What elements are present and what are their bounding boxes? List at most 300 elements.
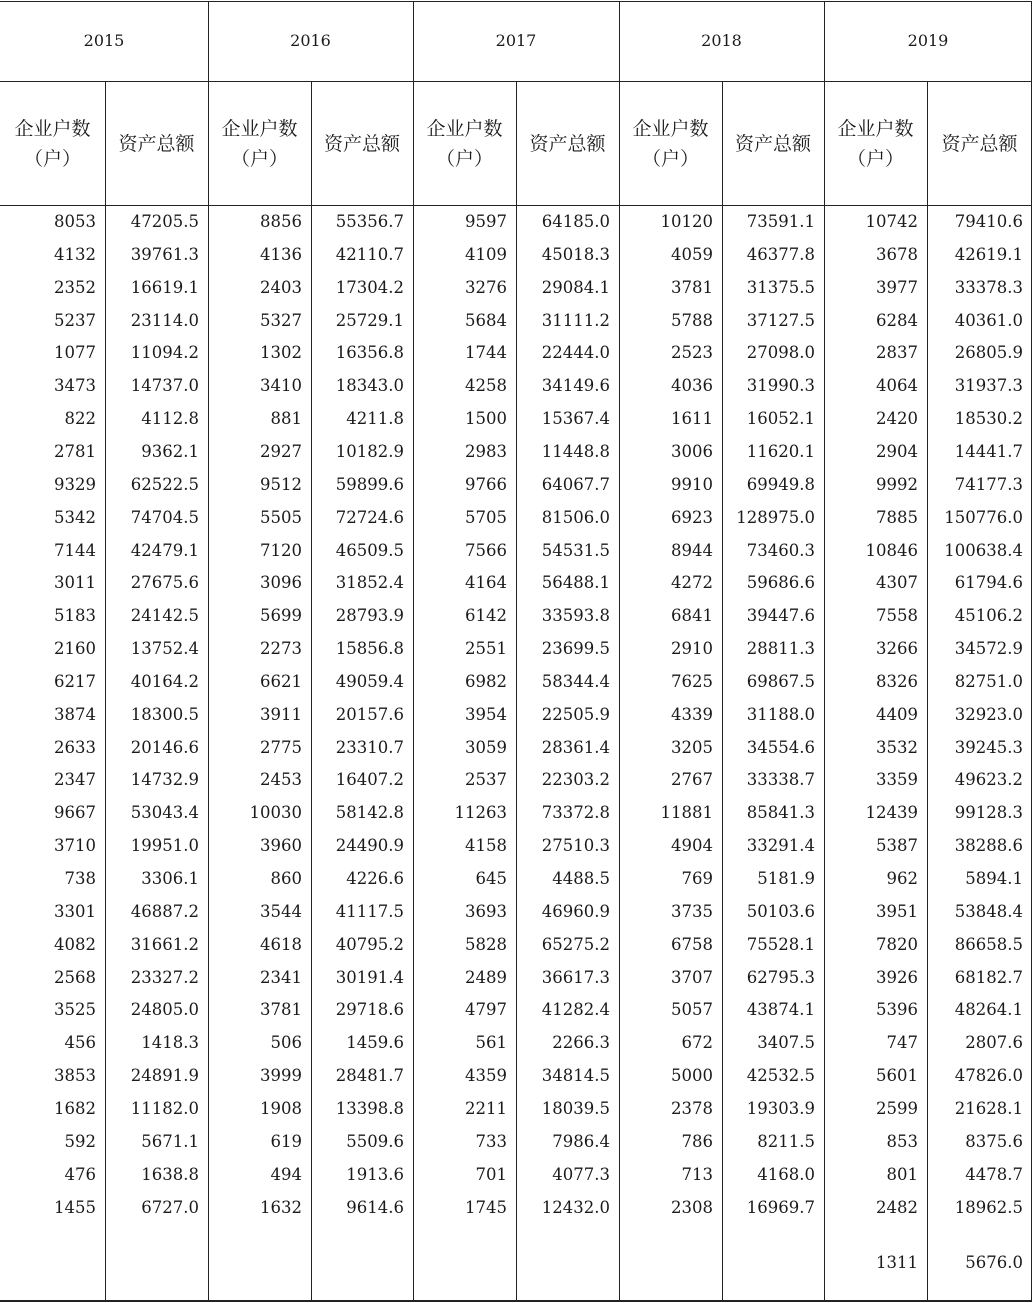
total-assets-cell: 1638.8 — [141, 1164, 199, 1184]
enterprise-count-cell: 9329 — [54, 474, 96, 494]
total-assets-cell: 62795.3 — [746, 967, 815, 987]
header-label — [221, 114, 297, 174]
enterprise-count-cell: 561 — [475, 1033, 507, 1053]
total-assets-cell: 62522.5 — [130, 474, 199, 494]
enterprise-count-cell: 3096 — [260, 573, 302, 593]
total-assets-cell: 39245.3 — [954, 737, 1023, 757]
enterprise-count-cell: 5788 — [671, 310, 713, 330]
enterprise-count-cell: 881 — [270, 409, 302, 429]
enterprise-count-cell: 4359 — [465, 1066, 507, 1086]
total-assets-cell: 74704.5 — [130, 507, 199, 527]
enterprise-count-cell: 1908 — [260, 1098, 302, 1118]
enterprise-count-cell: 9992 — [876, 474, 918, 494]
total-assets-cell: 5894.1 — [965, 869, 1023, 888]
enterprise-count-cell: 6284 — [876, 310, 918, 330]
total-assets-cell: 46960.9 — [541, 901, 610, 921]
header-label — [941, 129, 1017, 159]
count-label-line1: 企业户数 — [221, 118, 298, 140]
enterprise-count-cell: 9597 — [465, 212, 507, 231]
enterprise-count-cell: 701 — [475, 1164, 507, 1184]
enterprise-count-cell: 3781 — [260, 1000, 302, 1020]
total-assets-cell: 26805.9 — [954, 343, 1023, 363]
enterprise-count-cell: 3693 — [465, 901, 507, 921]
enterprise-count-cell: 1311 — [876, 1253, 918, 1272]
enterprise-count-cell: 2347 — [54, 770, 96, 790]
enterprise-count-cell: 5684 — [465, 310, 507, 330]
enterprise-count-cell: 5828 — [465, 934, 507, 954]
total-assets-cell: 59899.6 — [335, 474, 404, 494]
enterprise-count-cell: 4132 — [54, 244, 96, 264]
enterprise-count-cell: 5237 — [54, 310, 96, 330]
enterprise-count-cell: 4082 — [54, 934, 96, 954]
total-assets-cell: 55356.7 — [335, 212, 404, 231]
enterprise-count-cell: 506 — [270, 1033, 302, 1053]
enterprise-count-cell: 6217 — [54, 671, 96, 691]
total-assets-cell: 82751.0 — [954, 671, 1023, 691]
enterprise-count-cell: 5387 — [876, 836, 918, 856]
sub-column-separator — [516, 81, 517, 1300]
total-assets-cell: 49623.2 — [954, 770, 1023, 790]
enterprise-count-cell: 3301 — [54, 901, 96, 921]
enterprise-count-cell: 4904 — [671, 836, 713, 856]
enterprise-count-cell: 2273 — [260, 639, 302, 659]
enterprise-count-cell: 5327 — [260, 310, 302, 330]
enterprise-count-cell: 672 — [681, 1033, 713, 1053]
enterprise-count-cell: 4272 — [671, 573, 713, 593]
total-assets-cell: 42110.7 — [335, 244, 404, 264]
total-assets-cell: 73460.3 — [746, 540, 815, 560]
total-assets-cell: 5676.0 — [965, 1253, 1023, 1272]
enterprise-count-cell: 645 — [475, 869, 507, 888]
enterprise-count-cell: 5601 — [876, 1066, 918, 1086]
total-assets-cell: 4478.7 — [965, 1164, 1023, 1184]
enterprise-count-cell: 1455 — [54, 1197, 96, 1217]
total-assets-cell: 18962.5 — [954, 1197, 1023, 1217]
enterprise-count-cell: 3781 — [671, 277, 713, 297]
total-assets-cell: 20157.6 — [335, 704, 404, 724]
header-label — [632, 114, 708, 174]
total-assets-cell: 17304.2 — [335, 277, 404, 297]
total-assets-cell: 22303.2 — [541, 770, 610, 790]
enterprise-count-cell: 10742 — [865, 212, 918, 231]
enterprise-count-cell: 2568 — [54, 967, 96, 987]
assets-label: 资产总额 — [323, 133, 400, 155]
enterprise-count-cell: 3359 — [876, 770, 918, 790]
total-assets-header — [927, 82, 1032, 206]
total-assets-cell: 33378.3 — [954, 277, 1023, 297]
assets-label: 资产总额 — [941, 133, 1018, 155]
total-assets-cell: 34149.6 — [541, 376, 610, 396]
sub-column-separator — [927, 81, 928, 1300]
total-assets-cell: 68182.7 — [954, 967, 1023, 987]
total-assets-cell: 16619.1 — [130, 277, 199, 297]
total-assets-cell: 4168.0 — [757, 1164, 815, 1184]
total-assets-header — [516, 82, 619, 206]
enterprise-count-cell: 4339 — [671, 704, 713, 724]
enterprise-count-cell: 5183 — [54, 606, 96, 626]
enterprise-count-cell: 10030 — [249, 803, 302, 823]
enterprise-count-cell: 2910 — [671, 639, 713, 659]
enterprise-count-cell: 8053 — [54, 212, 96, 231]
total-assets-cell: 59686.6 — [746, 573, 815, 593]
total-assets-cell: 19303.9 — [746, 1098, 815, 1118]
total-assets-cell: 43874.1 — [746, 1000, 815, 1020]
enterprise-count-cell: 769 — [681, 869, 713, 888]
total-assets-cell: 100638.4 — [944, 540, 1023, 560]
enterprise-count-cell: 2378 — [671, 1098, 713, 1118]
header-label — [14, 114, 90, 174]
enterprise-count-cell: 3532 — [876, 737, 918, 757]
count-label-line1: 企业户数 — [632, 118, 709, 140]
enterprise-count-cell: 3707 — [671, 967, 713, 987]
total-assets-cell: 11620.1 — [746, 441, 815, 461]
enterprise-count-cell: 2837 — [876, 343, 918, 363]
total-assets-cell: 21628.1 — [954, 1098, 1023, 1118]
total-assets-cell: 16969.7 — [746, 1197, 815, 1217]
total-assets-cell: 72724.6 — [335, 507, 404, 527]
total-assets-cell: 39447.6 — [746, 606, 815, 626]
total-assets-header — [105, 82, 208, 206]
enterprise-count-header — [824, 82, 927, 206]
enterprise-count-header — [0, 82, 105, 206]
enterprise-count-cell: 2160 — [54, 639, 96, 659]
enterprise-count-cell: 2352 — [54, 277, 96, 297]
enterprise-count-cell: 2781 — [54, 441, 96, 461]
total-assets-cell: 73372.8 — [541, 803, 610, 823]
total-assets-cell: 42479.1 — [130, 540, 199, 560]
enterprise-count-cell: 1682 — [54, 1098, 96, 1118]
enterprise-count-cell: 2489 — [465, 967, 507, 987]
total-assets-cell: 13752.4 — [130, 639, 199, 659]
total-assets-cell: 50103.6 — [746, 901, 815, 921]
total-assets-cell: 61794.6 — [954, 573, 1023, 593]
total-assets-cell: 11448.8 — [541, 441, 610, 461]
total-assets-cell: 11094.2 — [130, 343, 199, 363]
enterprise-count-cell: 11263 — [454, 803, 507, 823]
total-assets-cell: 5671.1 — [141, 1131, 199, 1151]
enterprise-count-cell: 3710 — [54, 836, 96, 856]
header-label — [837, 114, 913, 174]
header-label — [529, 129, 605, 159]
enterprise-count-cell: 3926 — [876, 967, 918, 987]
enterprise-count-cell: 5000 — [671, 1066, 713, 1086]
enterprise-count-cell: 4109 — [465, 244, 507, 264]
enterprise-count-cell: 4064 — [876, 376, 918, 396]
total-assets-cell: 23327.2 — [130, 967, 199, 987]
total-assets-cell: 58344.4 — [541, 671, 610, 691]
enterprise-count-cell: 8856 — [260, 212, 302, 231]
total-assets-cell: 20146.6 — [130, 737, 199, 757]
enterprise-count-cell: 9766 — [465, 474, 507, 494]
enterprise-count-cell: 3011 — [54, 573, 96, 593]
year-header-2019: 2019 — [907, 31, 949, 50]
total-assets-cell: 75528.1 — [746, 934, 815, 954]
count-label-line1: 企业户数 — [14, 118, 91, 140]
enterprise-count-cell: 853 — [886, 1131, 918, 1151]
total-assets-cell: 45106.2 — [954, 606, 1023, 626]
header-label — [118, 129, 194, 159]
enterprise-count-cell: 822 — [64, 409, 96, 429]
total-assets-cell: 25729.1 — [335, 310, 404, 330]
total-assets-cell: 99128.3 — [954, 803, 1023, 823]
total-assets-cell: 7986.4 — [552, 1131, 610, 1151]
enterprise-count-cell: 3525 — [54, 1000, 96, 1020]
enterprise-count-header — [413, 82, 516, 206]
total-assets-cell: 54531.5 — [541, 540, 610, 560]
enterprise-count-cell: 9910 — [671, 474, 713, 494]
header-label — [426, 114, 502, 174]
year-header-2015: 2015 — [83, 31, 125, 50]
enterprise-count-cell: 8944 — [671, 540, 713, 560]
total-assets-cell: 42619.1 — [954, 244, 1023, 264]
enterprise-count-cell: 2775 — [260, 737, 302, 757]
enterprise-count-cell: 3853 — [54, 1066, 96, 1086]
enterprise-count-cell: 7558 — [876, 606, 918, 626]
enterprise-count-cell: 786 — [681, 1131, 713, 1151]
total-assets-cell: 18530.2 — [954, 409, 1023, 429]
total-assets-cell: 27675.6 — [130, 573, 199, 593]
enterprise-count-cell: 494 — [270, 1164, 302, 1184]
enterprise-count-cell: 2633 — [54, 737, 96, 757]
total-assets-cell: 29084.1 — [541, 277, 610, 297]
total-assets-cell: 19951.0 — [130, 836, 199, 856]
total-assets-cell: 23310.7 — [335, 737, 404, 757]
total-assets-cell: 36617.3 — [541, 967, 610, 987]
header-label — [735, 129, 811, 159]
total-assets-cell: 53043.4 — [130, 803, 199, 823]
enterprise-count-cell: 738 — [64, 869, 96, 888]
total-assets-cell: 2807.6 — [965, 1033, 1023, 1053]
enterprise-count-cell: 456 — [64, 1033, 96, 1053]
enterprise-count-header — [619, 82, 722, 206]
count-label-unit: （户） — [641, 148, 699, 170]
enterprise-count-cell: 3276 — [465, 277, 507, 297]
total-assets-header — [722, 82, 824, 206]
total-assets-cell: 4211.8 — [346, 409, 404, 429]
enterprise-count-cell: 713 — [681, 1164, 713, 1184]
total-assets-cell: 31375.5 — [746, 277, 815, 297]
total-assets-cell: 49059.4 — [335, 671, 404, 691]
total-assets-cell: 58142.8 — [335, 803, 404, 823]
total-assets-cell: 46887.2 — [130, 901, 199, 921]
total-assets-cell: 34554.6 — [746, 737, 815, 757]
total-assets-cell: 8211.5 — [757, 1131, 815, 1151]
enterprise-count-cell: 3410 — [260, 376, 302, 396]
enterprise-count-cell: 7820 — [876, 934, 918, 954]
enterprise-count-cell: 3205 — [671, 737, 713, 757]
total-assets-cell: 30191.4 — [335, 967, 404, 987]
total-assets-cell: 81506.0 — [541, 507, 610, 527]
total-assets-cell: 9362.1 — [141, 441, 199, 461]
total-assets-cell: 79410.6 — [954, 212, 1023, 231]
total-assets-cell: 15856.8 — [335, 639, 404, 659]
enterprise-count-cell: 5057 — [671, 1000, 713, 1020]
enterprise-count-cell: 1302 — [260, 343, 302, 363]
count-label-unit: （户） — [435, 148, 493, 170]
total-assets-cell: 34814.5 — [541, 1066, 610, 1086]
enterprise-count-cell: 7144 — [54, 540, 96, 560]
enterprise-count-cell: 5396 — [876, 1000, 918, 1020]
total-assets-cell: 74177.3 — [954, 474, 1023, 494]
total-assets-cell: 9614.6 — [346, 1197, 404, 1217]
enterprise-count-cell: 6758 — [671, 934, 713, 954]
enterprise-count-cell: 5505 — [260, 507, 302, 527]
enterprise-count-cell: 7885 — [876, 507, 918, 527]
total-assets-cell: 64185.0 — [541, 212, 610, 231]
enterprise-count-cell: 3874 — [54, 704, 96, 724]
total-assets-cell: 16052.1 — [746, 409, 815, 429]
total-assets-cell: 33291.4 — [746, 836, 815, 856]
enterprise-count-cell: 1745 — [465, 1197, 507, 1217]
total-assets-cell: 40361.0 — [954, 310, 1023, 330]
year-header-2018: 2018 — [701, 31, 742, 50]
enterprise-count-cell: 6841 — [671, 606, 713, 626]
enterprise-count-cell: 2453 — [260, 770, 302, 790]
enterprise-count-cell: 962 — [886, 869, 918, 888]
enterprise-count-cell: 2767 — [671, 770, 713, 790]
enterprise-count-cell — [415, 1251, 507, 1275]
enterprise-count-cell: 4136 — [260, 244, 302, 264]
enterprise-count-cell: 4618 — [260, 934, 302, 954]
enterprise-count-cell: 1632 — [260, 1197, 302, 1217]
total-assets-cell: 41117.5 — [335, 901, 404, 921]
total-assets-cell: 37127.5 — [746, 310, 815, 330]
total-assets-cell: 31937.3 — [954, 376, 1023, 396]
total-assets-cell: 27510.3 — [541, 836, 610, 856]
enterprise-count-cell: 7120 — [260, 540, 302, 560]
total-assets-cell: 47826.0 — [954, 1066, 1023, 1086]
enterprise-count-cell: 3977 — [876, 277, 918, 297]
total-assets-cell: 28793.9 — [335, 606, 404, 626]
total-assets-cell: 10182.9 — [335, 441, 404, 461]
enterprise-count-cell: 6621 — [260, 671, 302, 691]
total-assets-cell: 15367.4 — [541, 409, 610, 429]
enterprise-count-cell: 4409 — [876, 704, 918, 724]
assets-label: 资产总额 — [734, 133, 811, 155]
enterprise-count-cell: 1077 — [54, 343, 96, 363]
total-assets-cell: 24142.5 — [130, 606, 199, 626]
enterprise-count-cell: 10846 — [865, 540, 918, 560]
total-assets-cell: 33593.8 — [541, 606, 610, 626]
enterprise-count-cell: 3960 — [260, 836, 302, 856]
total-assets-cell: 12432.0 — [541, 1197, 610, 1217]
enterprise-count-cell — [2, 1251, 96, 1275]
enterprise-count-cell: 6982 — [465, 671, 507, 691]
total-assets-cell: 32923.0 — [954, 704, 1023, 724]
total-assets-cell: 29718.6 — [335, 1000, 404, 1020]
enterprise-count-cell: 3678 — [876, 244, 918, 264]
enterprise-count-cell: 6142 — [465, 606, 507, 626]
enterprise-count-cell: 2482 — [876, 1197, 918, 1217]
enterprise-count-cell: 4307 — [876, 573, 918, 593]
total-assets-cell — [724, 1251, 815, 1275]
total-assets-cell: 38288.6 — [954, 836, 1023, 856]
total-assets-cell: 28361.4 — [541, 737, 610, 757]
total-assets-cell: 27098.0 — [746, 343, 815, 363]
enterprise-count-cell: 801 — [886, 1164, 918, 1184]
total-assets-cell: 4488.5 — [552, 869, 610, 888]
count-label-unit: （户） — [230, 148, 288, 170]
total-assets-cell: 69949.8 — [746, 474, 815, 494]
total-assets-cell: 31111.2 — [541, 310, 610, 330]
enterprise-count-cell: 2420 — [876, 409, 918, 429]
assets-label: 资产总额 — [118, 133, 195, 155]
total-assets-cell: 23699.5 — [541, 639, 610, 659]
enterprise-count-cell: 5342 — [54, 507, 96, 527]
enterprise-count-cell: 3006 — [671, 441, 713, 461]
total-assets-cell: 4226.6 — [346, 869, 404, 888]
total-assets-cell: 18039.5 — [541, 1098, 610, 1118]
total-assets-cell: 18300.5 — [130, 704, 199, 724]
total-assets-cell: 22505.9 — [541, 704, 610, 724]
enterprise-count-cell: 2983 — [465, 441, 507, 461]
total-assets-cell: 86658.5 — [954, 934, 1023, 954]
total-assets-cell: 31990.3 — [746, 376, 815, 396]
enterprise-count-cell: 860 — [270, 869, 302, 888]
total-assets-cell: 1418.3 — [141, 1033, 199, 1053]
enterprise-count-cell: 2599 — [876, 1098, 918, 1118]
enterprise-count-cell: 476 — [64, 1164, 96, 1184]
total-assets-header — [311, 82, 413, 206]
total-assets-cell: 24490.9 — [335, 836, 404, 856]
total-assets-cell: 31661.2 — [130, 934, 199, 954]
enterprise-count-cell: 3473 — [54, 376, 96, 396]
header-label — [324, 129, 400, 159]
total-assets-cell: 46509.5 — [335, 540, 404, 560]
enterprise-count-cell — [210, 1251, 302, 1275]
enterprise-count-cell: 1611 — [671, 409, 713, 429]
total-assets-cell: 85841.3 — [746, 803, 815, 823]
total-assets-cell: 1459.6 — [346, 1033, 404, 1053]
year-header-2017: 2017 — [495, 31, 537, 50]
total-assets-cell: 41282.4 — [541, 1000, 610, 1020]
enterprise-count-cell — [621, 1251, 713, 1275]
enterprise-count-cell: 1744 — [465, 343, 507, 363]
total-assets-cell: 16407.2 — [335, 770, 404, 790]
total-assets-cell: 53848.4 — [954, 901, 1023, 921]
total-assets-cell: 40795.2 — [335, 934, 404, 954]
table-bottom-rule — [0, 1300, 1032, 1302]
sub-column-separator — [105, 81, 106, 1300]
total-assets-cell: 5181.9 — [757, 869, 815, 888]
enterprise-count-cell: 4164 — [465, 573, 507, 593]
total-assets-cell: 18343.0 — [335, 376, 404, 396]
enterprise-count-cell: 7566 — [465, 540, 507, 560]
enterprise-count-cell: 7625 — [671, 671, 713, 691]
enterprise-count-cell: 3735 — [671, 901, 713, 921]
total-assets-cell: 22444.0 — [541, 343, 610, 363]
total-assets-cell: 4112.8 — [141, 409, 199, 429]
enterprise-count-cell: 9667 — [54, 803, 96, 823]
enterprise-count-cell: 2211 — [465, 1098, 507, 1118]
sub-column-separator — [311, 81, 312, 1300]
enterprise-count-cell: 3059 — [465, 737, 507, 757]
enterprise-count-cell: 2927 — [260, 441, 302, 461]
count-label-line1: 企业户数 — [837, 118, 914, 140]
enterprise-count-cell: 11881 — [660, 803, 713, 823]
enterprise-count-cell: 2308 — [671, 1197, 713, 1217]
enterprise-count-cell: 6923 — [671, 507, 713, 527]
enterprise-count-cell: 4036 — [671, 376, 713, 396]
total-assets-cell — [518, 1251, 610, 1275]
sub-column-separator — [722, 81, 723, 1300]
count-label-unit: （户） — [846, 148, 904, 170]
total-assets-cell: 42532.5 — [746, 1066, 815, 1086]
year-header-2016: 2016 — [290, 31, 331, 50]
assets-label: 资产总额 — [529, 133, 606, 155]
total-assets-cell: 39761.3 — [130, 244, 199, 264]
total-assets-cell: 13398.8 — [335, 1098, 404, 1118]
